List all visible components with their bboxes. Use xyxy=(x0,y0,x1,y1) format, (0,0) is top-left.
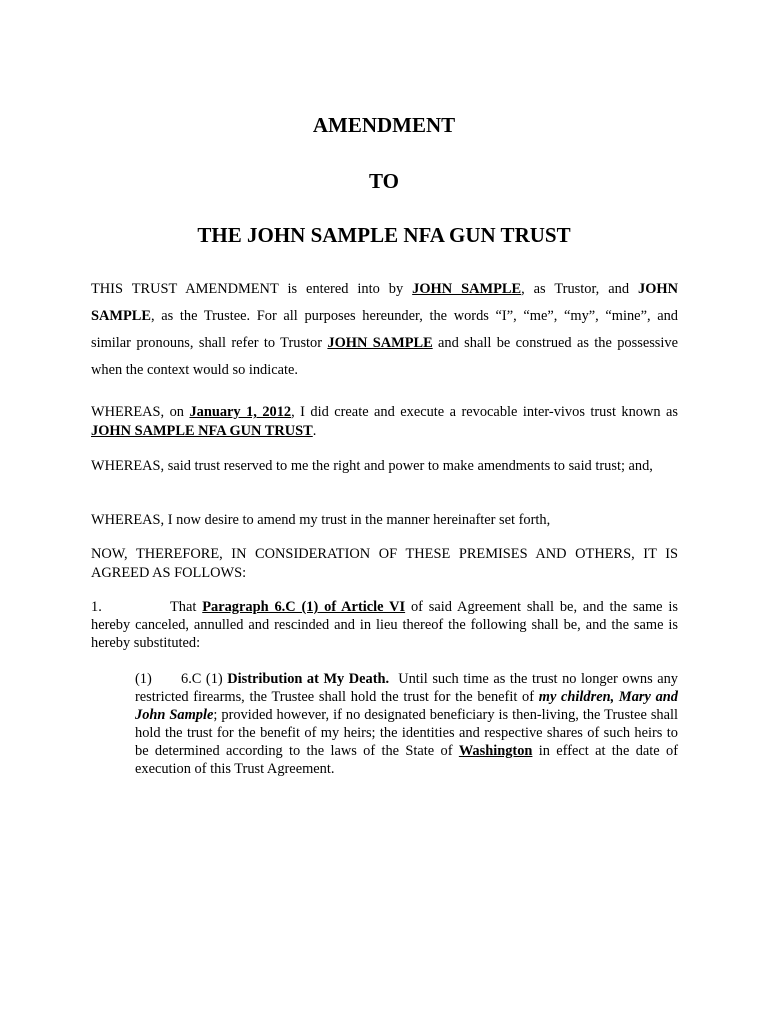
subitem-text-2: Until such time as the trust no longer owns any restricted firearms, the Trustee shall hold the trust for the benefit of xyxy=(135,671,682,705)
trust-name: JOHN SAMPLE NFA GUN TRUST xyxy=(91,423,313,439)
amendment-item-1 xyxy=(91,598,678,652)
trust-date: January 1, 2012 xyxy=(189,404,292,420)
item1-text-2: of said Agreement shall be, and the same is hereby canceled, annulled and rescinded and in lieu thereof the following shall be, and the same is hereby substituted: xyxy=(91,599,678,651)
provision-heading: Distribution at My Death. xyxy=(227,671,390,687)
subitem-text-4: in effect at the date of execution of this Trust Agreement. xyxy=(135,743,678,777)
intro-text-4: and shall be construed as the possessive when the context would so indicate. xyxy=(91,335,678,378)
subitem-text-3: ; provided however, if no designated beneficiary is then-living, the Trustee shall hold the trust for the benefit of my heirs; the identities and respective shares of such heirs to be determined according to the laws of the State of xyxy=(135,707,679,759)
trustor-name: JOHN SAMPLE xyxy=(412,281,522,297)
document-title-to: TO xyxy=(369,169,399,193)
item1-text-1: That xyxy=(170,599,203,615)
whereas-paragraph-3: WHEREAS, I now desire to amend my trust in the manner hereinafter set forth, xyxy=(91,512,551,528)
now-therefore-paragraph: NOW, THEREFORE, IN CONSIDERATION OF THESE PREMISES AND OTHERS, IT IS AGREED AS FOLLOWS: xyxy=(91,546,678,581)
whereas1-text-1: WHEREAS, on xyxy=(91,404,190,420)
whereas-paragraph-2: WHEREAS, said trust reserved to me the right and power to make amendments to said trust; and, xyxy=(91,458,653,474)
subitem-text-1: 6.C (1) xyxy=(181,671,228,687)
whereas1-text-2: , I did create and execute a revocable inter-vivos trust known as xyxy=(291,404,679,420)
whereas1-text-3: . xyxy=(312,423,317,439)
intro-text-2: , as Trustor, and xyxy=(521,281,639,297)
document-title-trust-name: THE JOHN SAMPLE NFA GUN TRUST xyxy=(197,223,571,247)
intro-text-3: , as the Trustee. For all purposes hereunder, the words “I”, “me”, “my”, “mine”, and similar pronouns, shall refer to Trustor xyxy=(91,308,678,351)
governing-state: Washington xyxy=(458,743,533,759)
trustor-name-2: JOHN SAMPLE xyxy=(327,335,433,351)
document-title-amendment: AMENDMENT xyxy=(312,113,456,137)
trustee-name: JOHN SAMPLE xyxy=(91,281,678,324)
whereas-paragraph-1 xyxy=(91,403,678,441)
intro-text-1: THIS TRUST AMENDMENT is entered into by xyxy=(91,281,413,297)
intro-paragraph xyxy=(91,276,678,384)
article-reference: Paragraph 6.C (1) of Article VI xyxy=(202,599,406,615)
substituted-provision xyxy=(135,670,682,778)
subitem-number: (1) xyxy=(135,671,152,687)
beneficiaries: my children, Mary and John Sample xyxy=(135,689,678,723)
item-number: 1. xyxy=(91,599,102,615)
